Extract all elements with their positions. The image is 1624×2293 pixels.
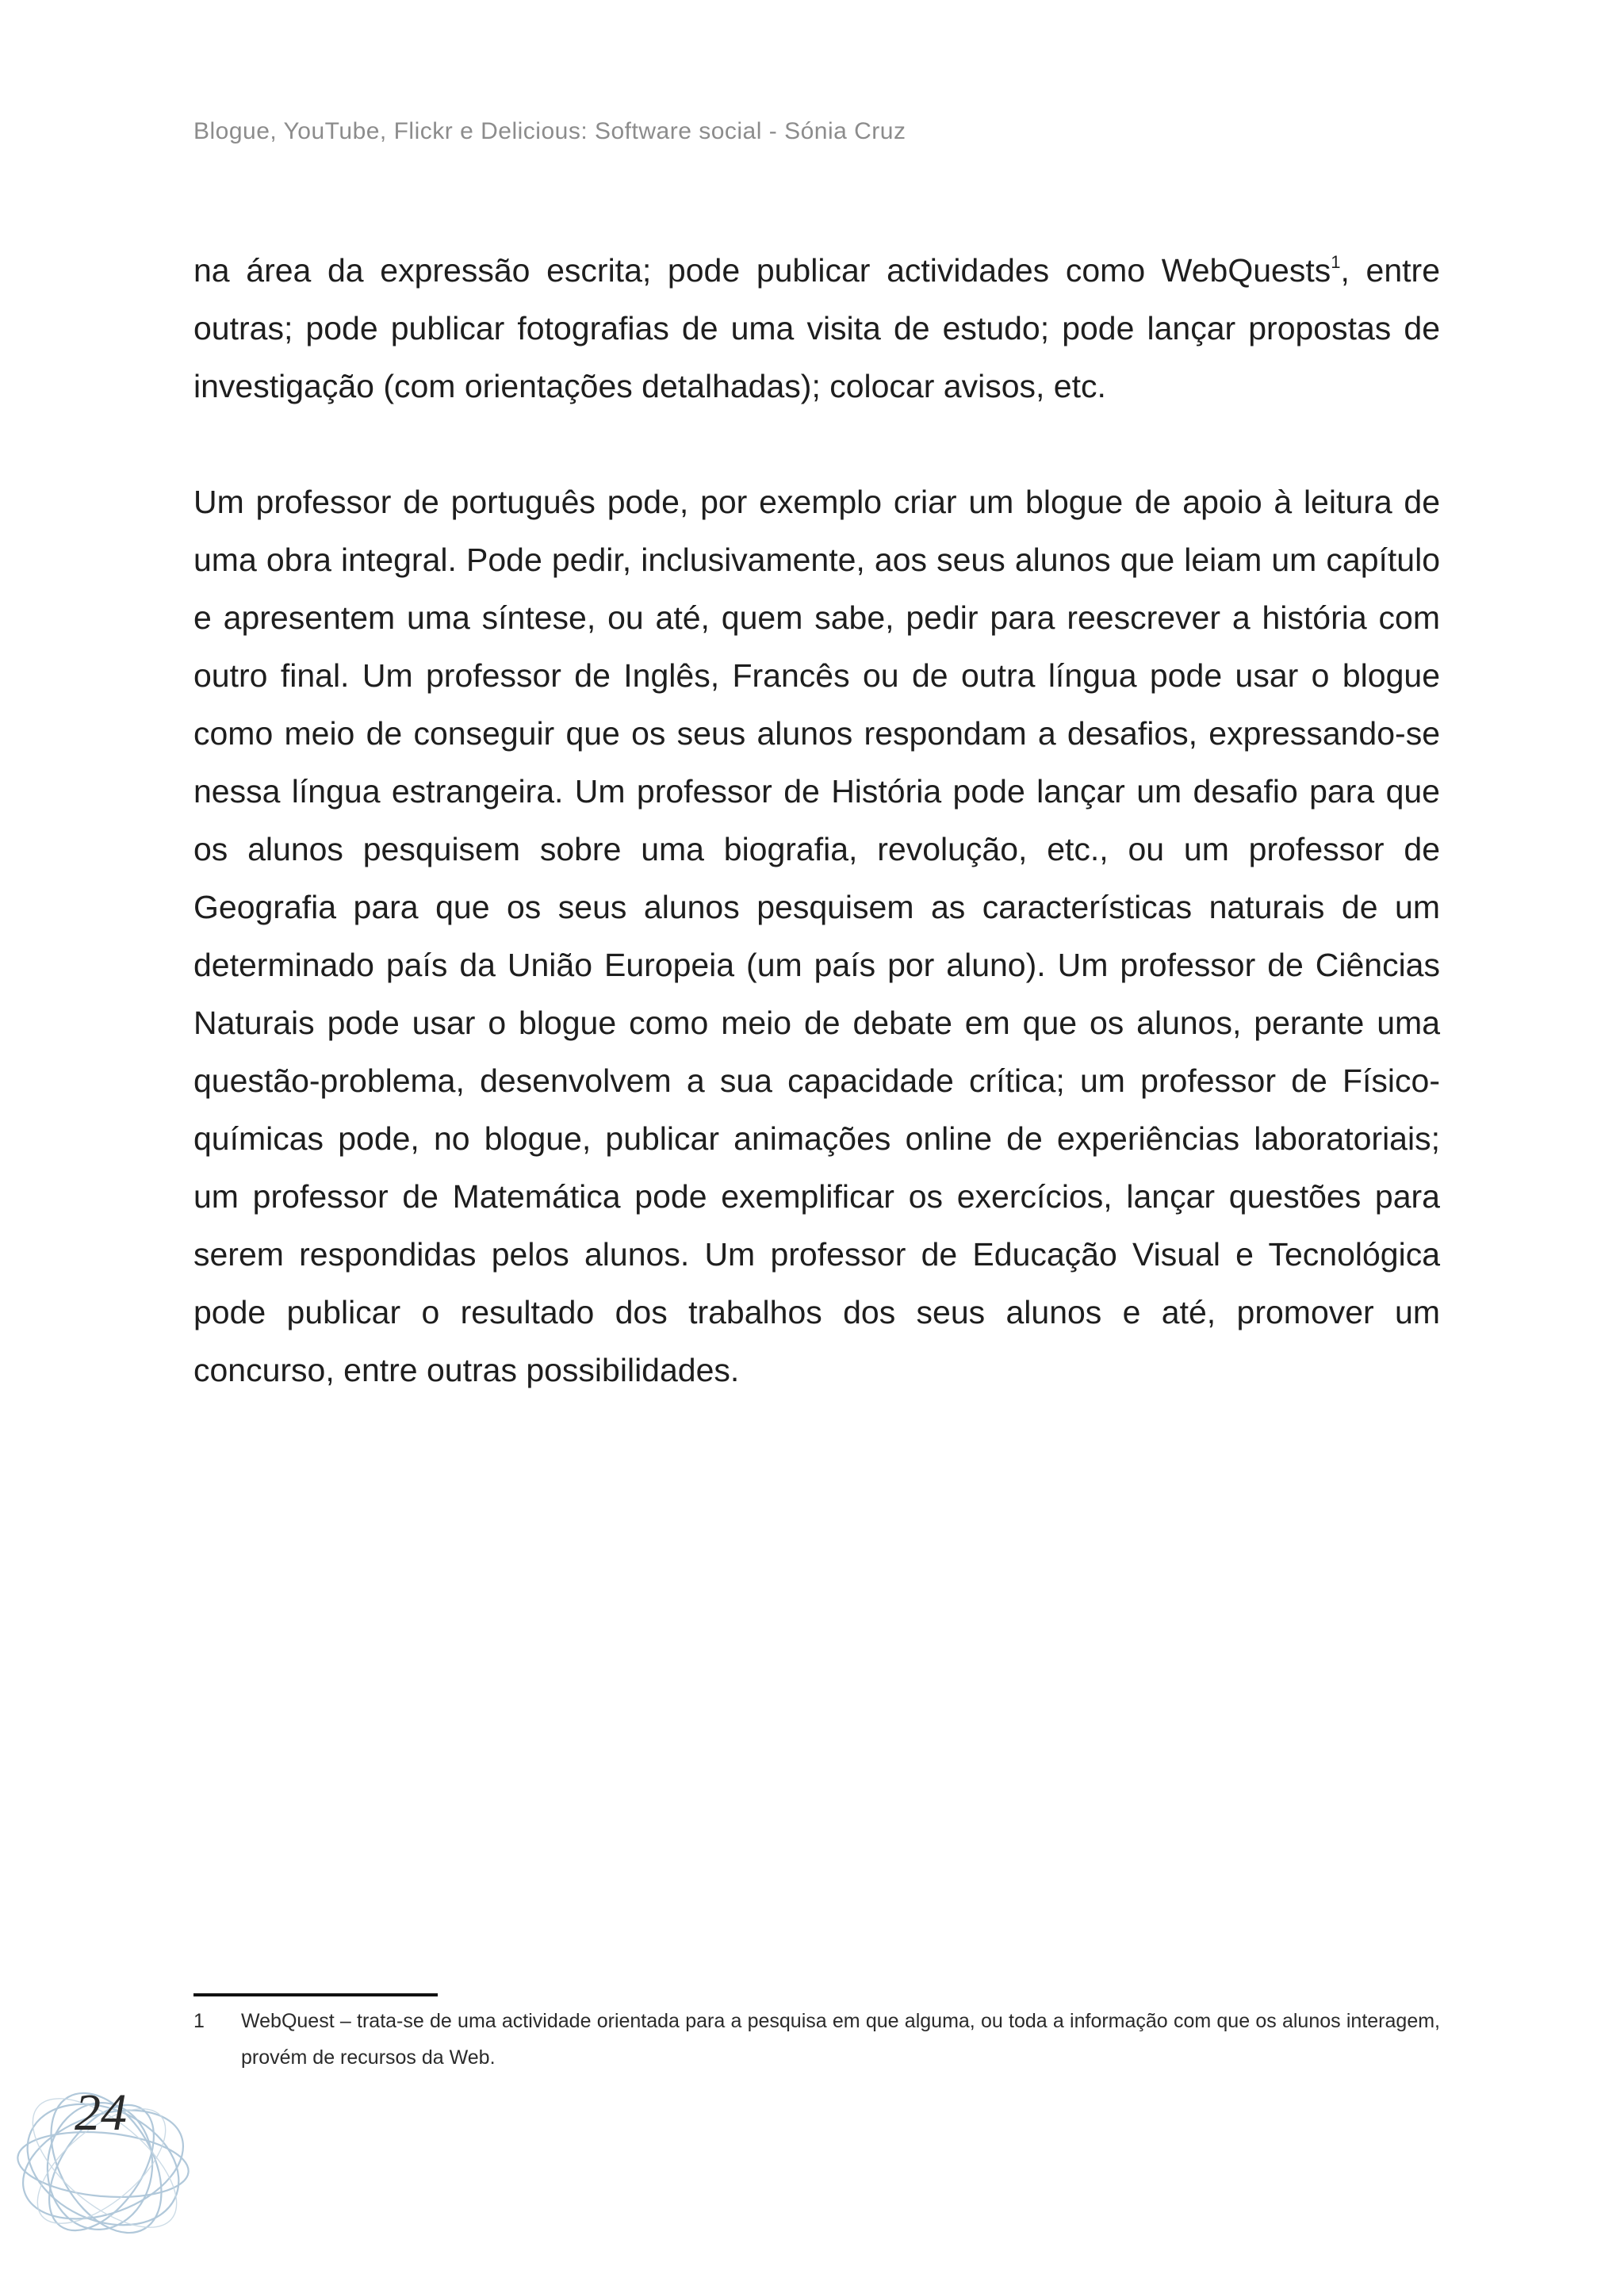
footnote-separator: [193, 1993, 438, 1996]
footnote-reference[interactable]: 1: [1331, 252, 1341, 273]
footnote-number: 1: [193, 2010, 205, 2032]
paragraph-1: [193, 242, 1440, 415]
paragraph-1-text-b: , entre outras; pode publicar fotografias de uma visita de estudo; pode lançar propostas de investigação (com orientações detalhadas); colocar avisos, etc.: [193, 252, 1441, 404]
running-header: Blogue, YouTube, Flickr e Delicious: Software social - Sónia Cruz: [193, 118, 906, 144]
footnote-text: WebQuest – trata-se de uma actividade orientada para a pesquisa em que alguma, ou toda a informação com que os alunos interagem, provém de recursos da Web.: [241, 2010, 1440, 2069]
page-number: 24: [75, 2084, 127, 2142]
footnote: [193, 2003, 1440, 2076]
body-text: [193, 242, 1440, 1399]
paragraph-1-text-a: na área da expressão escrita; pode publicar actividades como WebQuests: [193, 252, 1331, 289]
paragraph-2: Um professor de português pode, por exemplo criar um blogue de apoio à leitura de uma obra integral. Pode pedir, inclusivamente, aos seus alunos que leiam um capítulo e apresentem uma síntese, ou até, quem sabe, pedir para reescrever a história com outro final. Um professor de Inglês, Francês ou de outra língua pode usar o blogue como meio de conseguir que os seus alunos respondam a desafios, expressando-se nessa língua estrangeira. Um professor de História pode lançar um desafio para que os alunos pesquisem sobre uma biografia, revolução, etc., ou um professor de Geografia para que os seus alunos pesquisem as características naturais de um determinado país da União Europeia (um país por aluno). Um professor de Ciências Naturais pode usar o blogue como meio de debate em que os alunos, perante uma questão-problema, desenvolvem a sua capacidade crítica; um professor de Físico-químicas pode, no blogue, publicar animações online de experiências laboratoriais; um professor de Matemática pode exemplificar os exercícios, lançar questões para serem respondidas pelos alunos. Um professor de Educação Visual e Tecnológica pode publicar o resultado dos trabalhos dos seus alunos e até, promover um concurso, entre outras possibilidades.: [193, 484, 1440, 1388]
